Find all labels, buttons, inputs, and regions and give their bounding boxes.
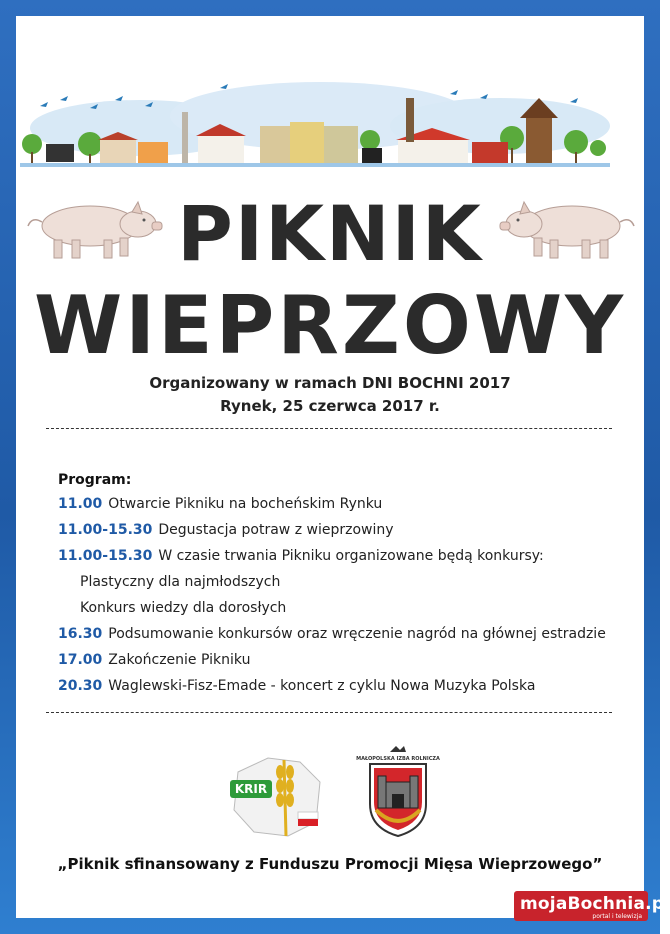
program-item: [58, 626, 606, 642]
krir-logo: [228, 752, 328, 840]
dashed-divider-bottom: [46, 712, 612, 713]
program-time: 11.00-15.30: [58, 522, 153, 538]
program-item: [58, 522, 394, 538]
mojabochnia-brand-logo[interactable]: [514, 891, 670, 921]
program-item: [58, 548, 544, 564]
malopolska-chamber-crest-logo: [356, 746, 440, 838]
program-time: 11.00-15.30: [58, 548, 153, 564]
program-text: W czasie trwania Pikniku organizowane będą konkursy:: [158, 548, 544, 564]
program-item: [58, 678, 535, 694]
program-time: 20.30: [58, 678, 103, 694]
program-text: Otwarcie Pikniku na bocheńskim Rynku: [108, 496, 383, 512]
program-time: 11.00: [58, 496, 103, 512]
program-text: Zakończenie Pikniku: [108, 652, 251, 668]
program-text: Degustacja potraw z wieprzowiny: [158, 522, 394, 538]
program-item: [58, 652, 250, 668]
dashed-divider-top: [46, 428, 612, 429]
title-line-1: PIKNIK: [177, 189, 483, 278]
program-time: 17.00: [58, 652, 103, 668]
program-text: Podsumowanie konkursów oraz wręczenie nagród na głównej estradzie: [108, 626, 606, 642]
program-text: Plastyczny dla najmłodszych: [80, 574, 281, 590]
town-skyline-illustration: [20, 78, 610, 168]
program-subitem: [80, 600, 286, 616]
program-subitem: [80, 574, 280, 590]
program-time: 16.30: [58, 626, 103, 642]
krir-logo-text: KRIR: [234, 782, 268, 796]
program-text: Konkurs wiedzy dla dorosłych: [80, 600, 287, 616]
funding-note: „Piknik sfinansowany z Funduszu Promocji Mięsa Wieprzowego”: [57, 855, 603, 873]
subtitle-place-date: Rynek, 25 czerwca 2017 r.: [220, 397, 440, 415]
program-item: [58, 496, 382, 512]
program-heading: Program:: [58, 472, 132, 488]
crest-logo-text: MAŁOPOLSKA IZBA ROLNICZA: [356, 756, 440, 762]
title-line-2: WIEPRZOWY: [33, 279, 627, 372]
subtitle-organizer: Organizowany w ramach DNI BOCHNI 2017: [149, 374, 511, 392]
program-text: Waglewski-Fisz-Emade - koncert z cyklu Nowa Muzyka Polska: [108, 678, 536, 694]
brand-name: mojaBochnia.pl: [520, 894, 670, 914]
brand-tagline: portal i telewizja: [592, 913, 642, 920]
